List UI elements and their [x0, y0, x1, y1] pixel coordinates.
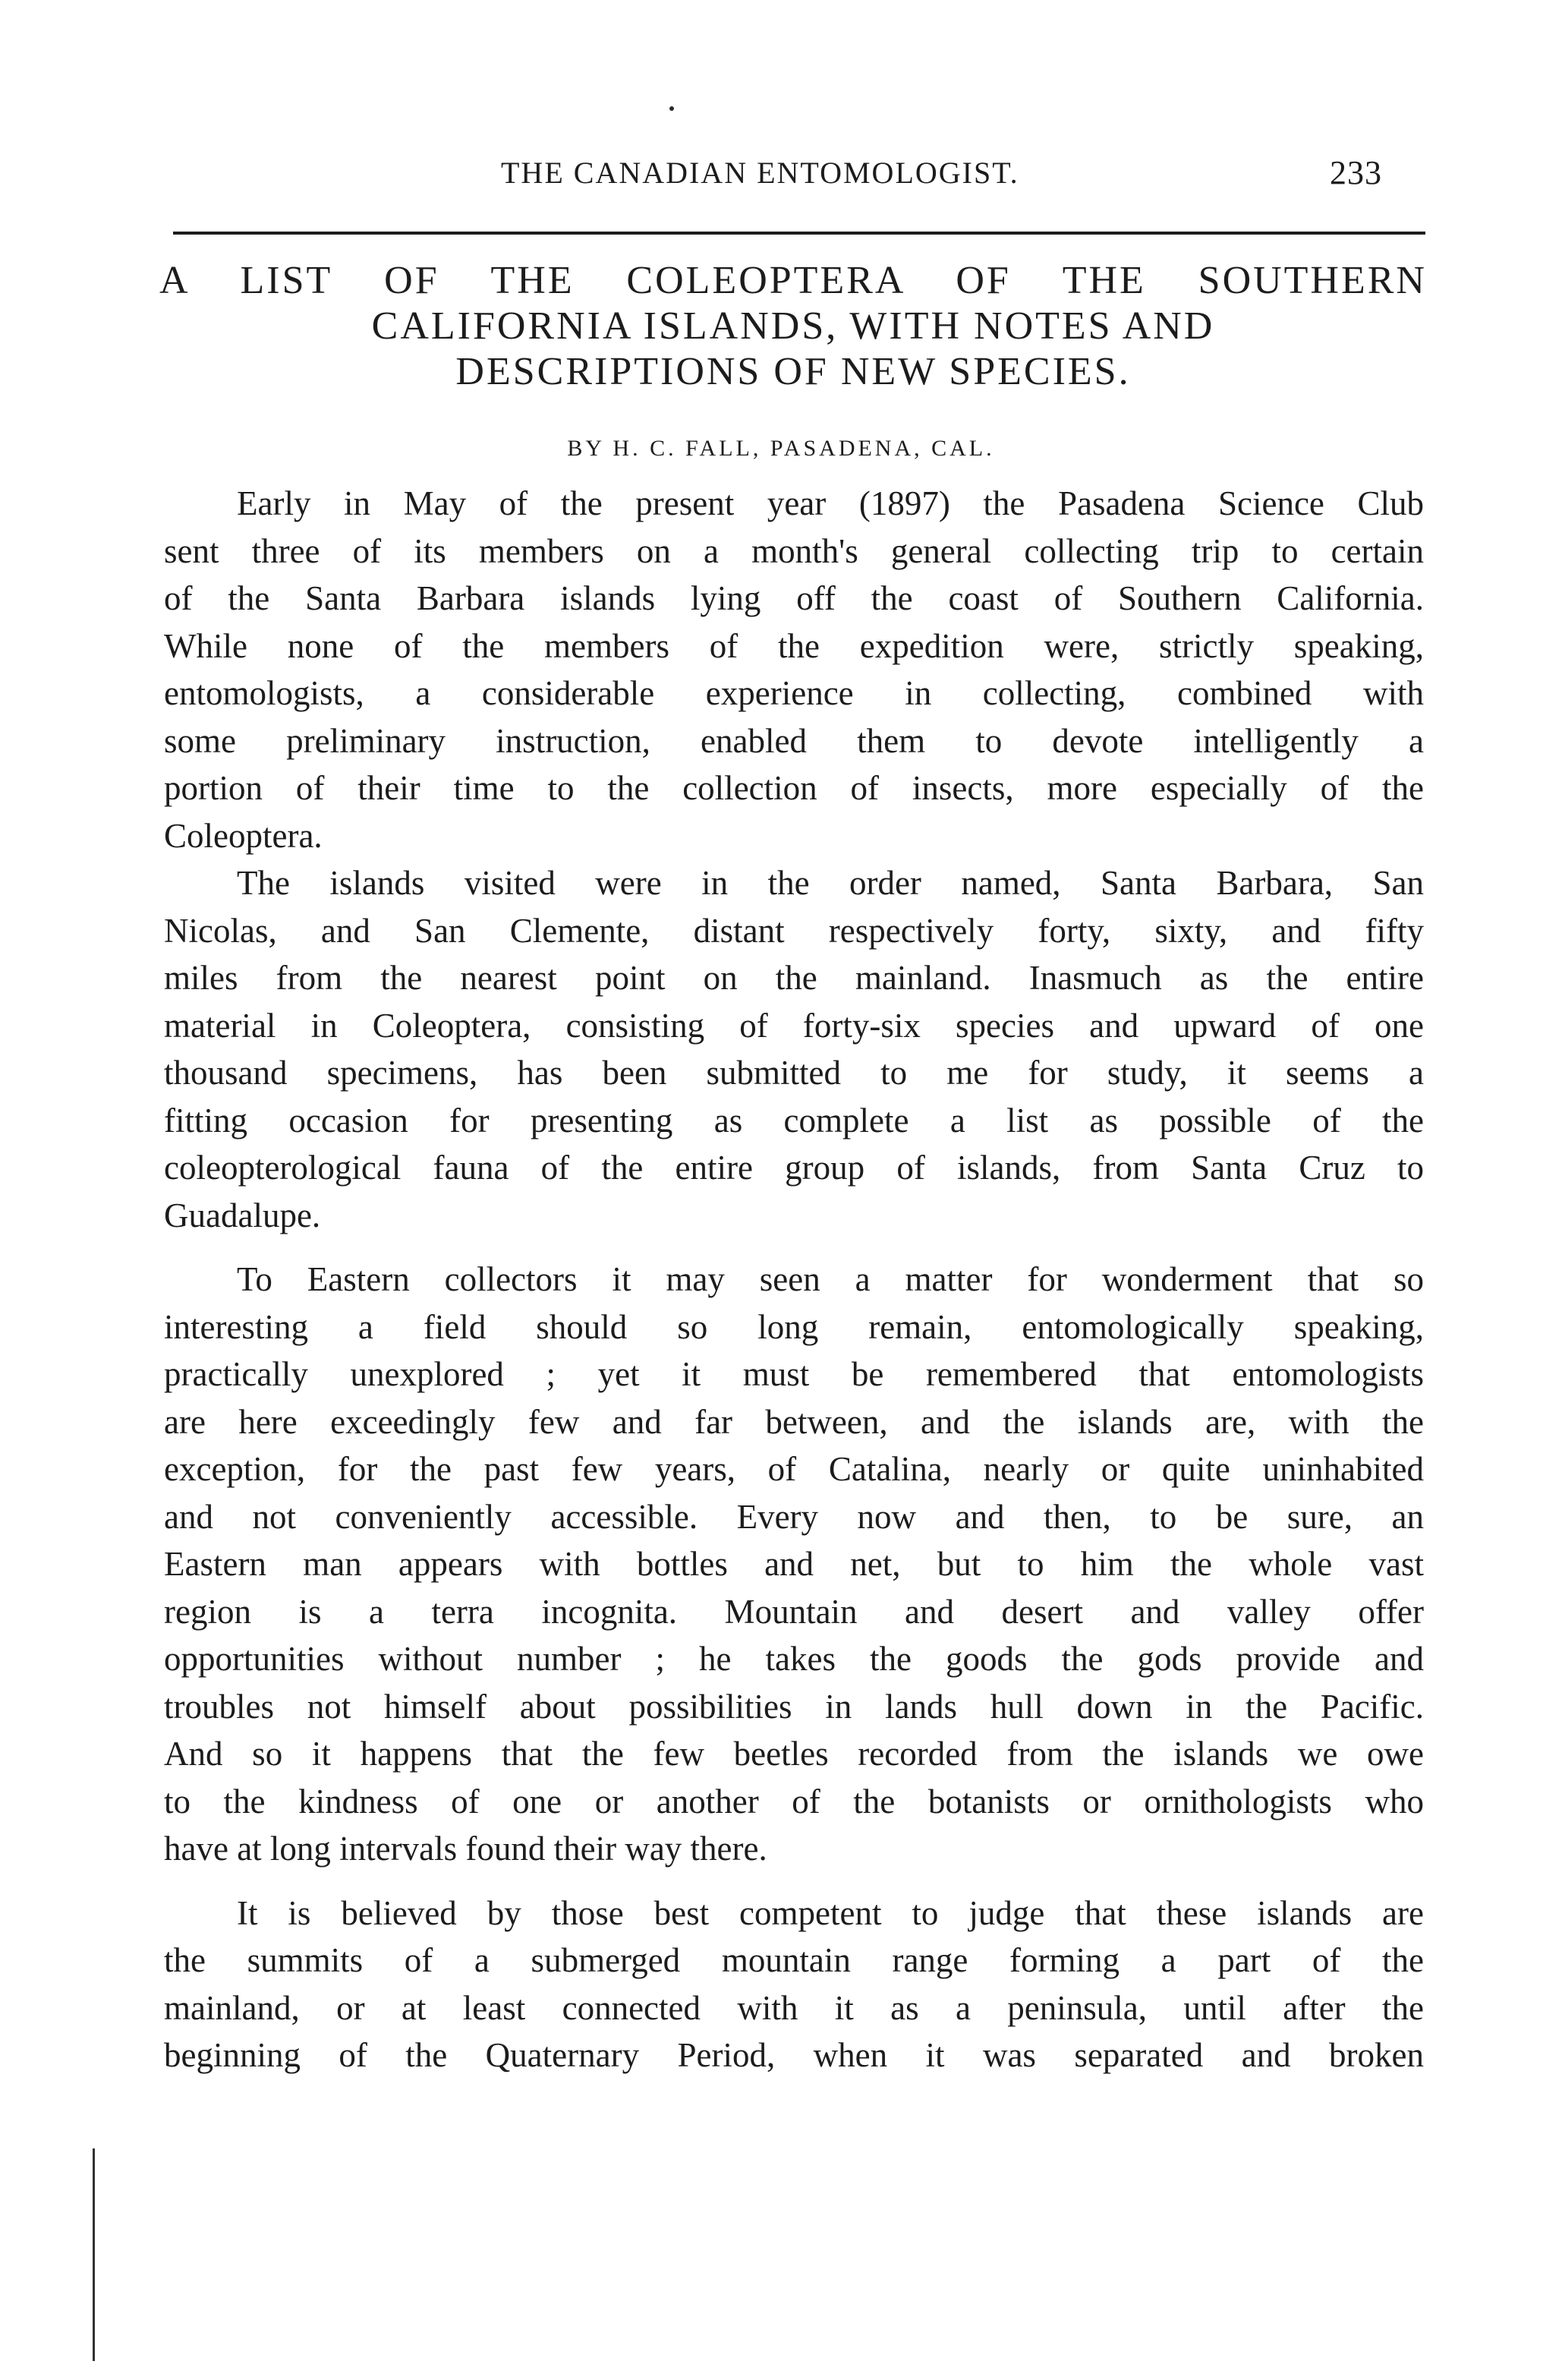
text-line: region is a terra incognita. Mountain and desert and valley offer [164, 1592, 1424, 1631]
text-line: sent three of its members on a month's general collecting trip to certain [164, 531, 1424, 570]
text-line: mainland, or at least connected with it as a peninsula, until after the [164, 1988, 1424, 2027]
running-title: THE CANADIAN ENTOMOLOGIST. [501, 156, 1019, 190]
text-line: material in Coleoptera, consisting of forty-six species and upward of one [164, 1006, 1424, 1045]
scan-edge-line [93, 2148, 95, 2361]
text-line: Early in May of the present year (1897) the Pasadena Science Club [237, 484, 1424, 522]
text-line: coleopterological fauna of the entire group of islands, from Santa Cruz to [164, 1149, 1424, 1187]
text-line: opportunities without number ; he takes the goods the gods provide and [164, 1640, 1424, 1678]
text-line: While none of the members of the expedition were, strictly speaking, [164, 626, 1424, 665]
paragraph [164, 859, 1424, 1239]
text-line: interesting a field should so long remain, entomologically speaking, [164, 1307, 1424, 1346]
article-title [159, 258, 1427, 395]
text-line: beginning of the Quaternary Period, when it was separated and broken [164, 2036, 1424, 2074]
text-line: exception, for the past few years, of Catalina, nearly or quite uninhabited [164, 1450, 1424, 1488]
text-line: And so it happens that the few beetles recorded from the islands we owe [164, 1735, 1424, 1773]
text-line: miles from the nearest point on the mainland. Inasmuch as the entire [164, 959, 1424, 997]
title-line: A LIST OF THE COLEOPTERA OF THE SOUTHERN [159, 259, 1427, 302]
text-line: entomologists, a considerable experience in collecting, combined with [164, 674, 1424, 712]
text-line: of the Santa Barbara islands lying off the coast of Southern California. [164, 579, 1424, 617]
paragraph [164, 1256, 1424, 1873]
text-line: The islands visited were in the order named, Santa Barbara, San [237, 864, 1424, 902]
text-line: portion of their time to the collection of insects, more especially of the [164, 769, 1424, 807]
text-line: Eastern man appears with bottles and net, but to him the whole vast [164, 1545, 1424, 1583]
text-line: thousand specimens, has been submitted to me for study, it seems a [164, 1054, 1424, 1092]
text-line: troubles not himself about possibilities in lands hull down in the Pacific. [164, 1687, 1424, 1726]
text-line: practically unexplored ; yet it must be remembered that entomologists [164, 1355, 1424, 1393]
page-number: 233 [1330, 154, 1382, 191]
title-line: DESCRIPTIONS OF NEW SPECIES. [455, 350, 1131, 393]
text-line: and not conveniently accessible. Every now and then, to be sure, an [164, 1497, 1424, 1536]
paragraph [164, 480, 1424, 859]
article-body [164, 480, 1424, 2079]
text-line: Coleoptera. [164, 816, 323, 855]
text-line: have at long intervals found their way there. [164, 1830, 767, 1868]
paragraph-gap [164, 1873, 1424, 1890]
text-line: Guadalupe. [164, 1196, 321, 1234]
author-byline: BY H. C. FALL, PASADENA, CAL. [567, 436, 995, 461]
text-line: are here exceedingly few and far between, and the islands are, with the [164, 1402, 1424, 1441]
ink-speck [669, 106, 674, 111]
text-line: To Eastern collectors it may seen a matter for wonderment that so [237, 1260, 1424, 1298]
text-line: Nicolas, and San Clemente, distant respectively forty, sixty, and fifty [164, 911, 1424, 950]
text-line: some preliminary instruction, enabled them to devote intelligently a [164, 721, 1424, 760]
header-rule [173, 232, 1425, 235]
paragraph [164, 1890, 1424, 2079]
text-line: the summits of a submerged mountain range forming a part of the [164, 1941, 1424, 1979]
paragraph-gap [164, 1239, 1424, 1256]
title-line: CALIFORNIA ISLANDS, WITH NOTES AND [371, 304, 1215, 348]
text-line: fitting occasion for presenting as complete a list as possible of the [164, 1101, 1424, 1140]
text-line: It is believed by those best competent to judge that these islands are [237, 1893, 1424, 1932]
text-line: to the kindness of one or another of the botanists or ornithologists who [164, 1782, 1424, 1820]
